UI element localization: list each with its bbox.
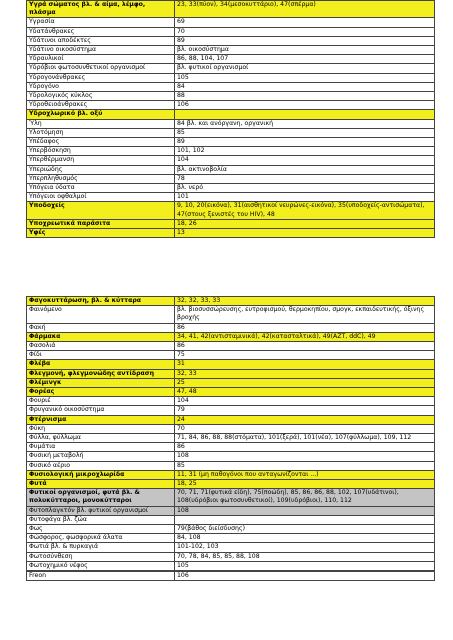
index-page-refs: 101, 102: [175, 147, 435, 156]
index-row: [27, 18, 435, 27]
index-row: [27, 306, 435, 323]
index-row: [27, 489, 435, 506]
index-term: Φωτοχημικό νέφος: [27, 561, 175, 570]
index-page-refs: 23, 33(πύον), 34(μεσοκυττάριο), 47(σπέρμα): [175, 1, 435, 18]
index-row: [27, 184, 435, 193]
index-page-refs: 86: [175, 443, 435, 452]
index-row: [27, 534, 435, 543]
index-page-refs: 11, 31 (μη παθογόνοι που ανταγωνίζονται ...): [175, 470, 435, 479]
index-term: Φύκη: [27, 424, 175, 433]
index-term: Φαινόμενο: [27, 306, 175, 323]
index-term: Υγρά σώματος βλ. & αίμα, λέμφο, πλάσμα: [27, 1, 175, 18]
index-term: Φως: [27, 525, 175, 534]
index-term: Ύλη: [27, 119, 175, 128]
index-row: [27, 128, 435, 137]
index-row: [27, 82, 435, 91]
index-row: [27, 156, 435, 165]
index-row: [27, 461, 435, 470]
index-table-upsilon: [26, 0, 435, 238]
index-row: [27, 92, 435, 101]
index-row: [27, 110, 435, 119]
index-page-refs: 108: [175, 452, 435, 461]
index-row: [27, 424, 435, 433]
index-page-refs: 70: [175, 424, 435, 433]
index-row: [27, 397, 435, 406]
index-page-refs: 89: [175, 138, 435, 147]
index-page-refs: 18, 26: [175, 219, 435, 228]
index-row: [27, 174, 435, 183]
index-page-refs: 69: [175, 18, 435, 27]
index-term: Υλοτόμηση: [27, 128, 175, 137]
index-term: Φυσικό αέριο: [27, 461, 175, 470]
index-row: [27, 525, 435, 534]
index-page-refs: 18, 25: [175, 480, 435, 489]
index-term: Φάρμακα: [27, 332, 175, 341]
index-term: Υδραυλικοί: [27, 55, 175, 64]
index-term: Φυσιολογική μικροχλωρίδα: [27, 470, 175, 479]
index-row: [27, 572, 435, 581]
index-row: [27, 561, 435, 570]
index-page-refs: 70: [175, 27, 435, 36]
index-page-refs: βλ. νερό: [175, 184, 435, 193]
index-row: [27, 515, 435, 524]
index-page-refs: 86: [175, 342, 435, 351]
index-term: Φουριέ: [27, 397, 175, 406]
index-row: [27, 434, 435, 443]
index-page-refs: 104: [175, 397, 435, 406]
index-page-refs: 84, 108: [175, 534, 435, 543]
index-row: [27, 46, 435, 55]
index-term: Υδάτινοι αποδέκτες: [27, 36, 175, 45]
index-term: Φυμάτια: [27, 443, 175, 452]
index-row: [27, 443, 435, 452]
index-page-refs: 47, 48: [175, 388, 435, 397]
index-term: Φασολιά: [27, 342, 175, 351]
index-page-refs: 84: [175, 82, 435, 91]
index-page-refs: 106: [175, 572, 435, 581]
index-term: Φώσφορος, φωσφορικά άλατα: [27, 534, 175, 543]
index-row: [27, 332, 435, 341]
index-row: [27, 147, 435, 156]
index-row: [27, 219, 435, 228]
index-term: Υπερβόσκηση: [27, 147, 175, 156]
index-row: [27, 101, 435, 110]
index-term: Υδροθειοάνθρακες: [27, 101, 175, 110]
index-term: Υποχρεωτικά παράσιτα: [27, 219, 175, 228]
index-term: Υδροχλωρικό βλ. οξύ: [27, 110, 175, 119]
index-term: Φλεγμονή, φλεγμονώδης αντίδραση: [27, 369, 175, 378]
index-row: [27, 138, 435, 147]
index-page-refs: 34, 41, 42(αντισταμινικά), 42(κατασταλτικά), 49(ΑΖΤ, ddC), 49: [175, 332, 435, 341]
index-row: [27, 470, 435, 479]
index-term: Υπεριώδης: [27, 165, 175, 174]
index-term: Φυτοπλαγκτόν βλ. φυτικοί οργανισμοί: [27, 506, 175, 515]
index-row: [27, 193, 435, 202]
index-page-refs: βλ. φυτικοί οργανισμοί: [175, 64, 435, 73]
index-row: [27, 543, 435, 552]
index-term: Υδατάνθρακες: [27, 27, 175, 36]
index-term: Υπερθέρμανση: [27, 156, 175, 165]
index-term: Φαγοκυττάρωση, βλ. & κύτταρα: [27, 297, 175, 306]
index-page-refs: 31: [175, 360, 435, 369]
index-page-refs: 88: [175, 92, 435, 101]
index-page-refs: [175, 515, 435, 524]
index-row: [27, 552, 435, 561]
index-term: Υποδοχείς: [27, 202, 175, 219]
index-page-refs: 86: [175, 323, 435, 332]
index-term: Υγρασία: [27, 18, 175, 27]
index-row: [27, 36, 435, 45]
index-term: Υδρόβιοι φωτοσυνθετικοί οργανισμοί: [27, 64, 175, 73]
index-term: Υδάτινο οικοσύστημα: [27, 46, 175, 55]
index-page-refs: 75: [175, 351, 435, 360]
index-page-refs: 105: [175, 73, 435, 82]
index-page-refs: 79(βάθος διείσδυσης): [175, 525, 435, 534]
index-page-refs: 70, 78, 84, 85, 85, 88, 108: [175, 552, 435, 561]
index-page-refs: 25: [175, 378, 435, 387]
index-row: [27, 369, 435, 378]
index-term: Υπόγεια ύδατα: [27, 184, 175, 193]
index-row: [27, 27, 435, 36]
index-term: Υφές: [27, 229, 175, 238]
index-page-refs: 9, 10, 20(εικόνα), 31(αισθητικοί νευρώνες-εικόνα), 35(υποδοχείς-αντισώματα), 47(στους ξενιστές του HIV), 48: [175, 202, 435, 219]
index-page-refs: 70, 71, 71(φυτικά είδη), 75(ποώδη), 85, 86, 86, 88, 102, 107(υδάτινοι), 108(υδρόβιοι φωτοσυνθετικοί), 109(υδρόβιοι), 110, 112: [175, 489, 435, 506]
index-row: [27, 64, 435, 73]
index-row: [27, 165, 435, 174]
index-row: [27, 202, 435, 219]
index-row: [27, 360, 435, 369]
index-term: Φλέβα: [27, 360, 175, 369]
index-term: Φυτοφάγα βλ. ζώα: [27, 515, 175, 524]
index-row: [27, 406, 435, 415]
index-term: Υπόγειοι οφθαλμοί: [27, 193, 175, 202]
index-row: [27, 297, 435, 306]
index-term: Φτέρνισμα: [27, 415, 175, 424]
index-page-refs: 79: [175, 406, 435, 415]
index-term: Φορέας: [27, 388, 175, 397]
index-term: Υδρολογικός κύκλος: [27, 92, 175, 101]
index-term: Υπέδαφος: [27, 138, 175, 147]
index-page-refs: 84 βλ. και ανόργανη, οργανική: [175, 119, 435, 128]
index-page-refs: βλ. ακτινοβολία: [175, 165, 435, 174]
index-row: [27, 1, 435, 18]
index-row: [27, 388, 435, 397]
index-term: Υδρογόνο: [27, 82, 175, 91]
index-page-refs: 71, 84, 86, 88, 88(στόματα), 101(ξερά), 101(νέα), 107(φύλλωμα), 109, 112: [175, 434, 435, 443]
index-term: Φίδι: [27, 351, 175, 360]
index-table-phi: [26, 296, 435, 581]
index-row: [27, 229, 435, 238]
index-page-refs: 13: [175, 229, 435, 238]
index-term: Υπερπληθυσμός: [27, 174, 175, 183]
index-term: Φυτικοί οργανισμοί, φυτά βλ. & πολυκύτταροι, μονοκύτταροι: [27, 489, 175, 506]
index-row: [27, 415, 435, 424]
index-row: [27, 351, 435, 360]
index-term: Φλέμινγκ: [27, 378, 175, 387]
index-row: [27, 73, 435, 82]
index-term: Φυσική μεταβολή: [27, 452, 175, 461]
index-page-refs: 89: [175, 36, 435, 45]
index-row: [27, 119, 435, 128]
index-term: Φακή: [27, 323, 175, 332]
index-row: [27, 506, 435, 515]
index-row: [27, 378, 435, 387]
index-term: Φρυγανικό οικοσύστημα: [27, 406, 175, 415]
index-term: Φυτά: [27, 480, 175, 489]
index-page-refs: 106: [175, 101, 435, 110]
index-page-refs: 101: [175, 193, 435, 202]
index-page-refs: 108: [175, 506, 435, 515]
index-row: [27, 342, 435, 351]
index-page-refs: 32, 32, 33, 33: [175, 297, 435, 306]
index-term: Φύλλα, φύλλωμα: [27, 434, 175, 443]
index-row: [27, 323, 435, 332]
index-page-refs: 85: [175, 461, 435, 470]
index-term: Φωτιά βλ. & πυρκαγιά: [27, 543, 175, 552]
index-page-refs: 24: [175, 415, 435, 424]
index-row: [27, 55, 435, 64]
index-term: Φωτοσύνθεση: [27, 552, 175, 561]
index-page-refs: 78: [175, 174, 435, 183]
index-page-refs: 101-102, 103: [175, 543, 435, 552]
index-page-refs: [175, 110, 435, 119]
index-page-refs: βλ. οικοσύστημα: [175, 46, 435, 55]
index-term: Υδρογονάνθρακες: [27, 73, 175, 82]
index-page-refs: 86, 88, 104, 107: [175, 55, 435, 64]
index-term: Freon: [27, 572, 175, 581]
index-row: [27, 452, 435, 461]
index-page-refs: 85: [175, 128, 435, 137]
index-page-refs: βλ. βιοσυσσώρευσης, ευτροφισμού, θερμοκηπίου, σμογκ, εκπαιδευτικής, όξινης βροχής: [175, 306, 435, 323]
index-page-refs: 104: [175, 156, 435, 165]
index-page-refs: 105: [175, 561, 435, 570]
index-page-refs: 32, 33: [175, 369, 435, 378]
index-row: [27, 480, 435, 489]
